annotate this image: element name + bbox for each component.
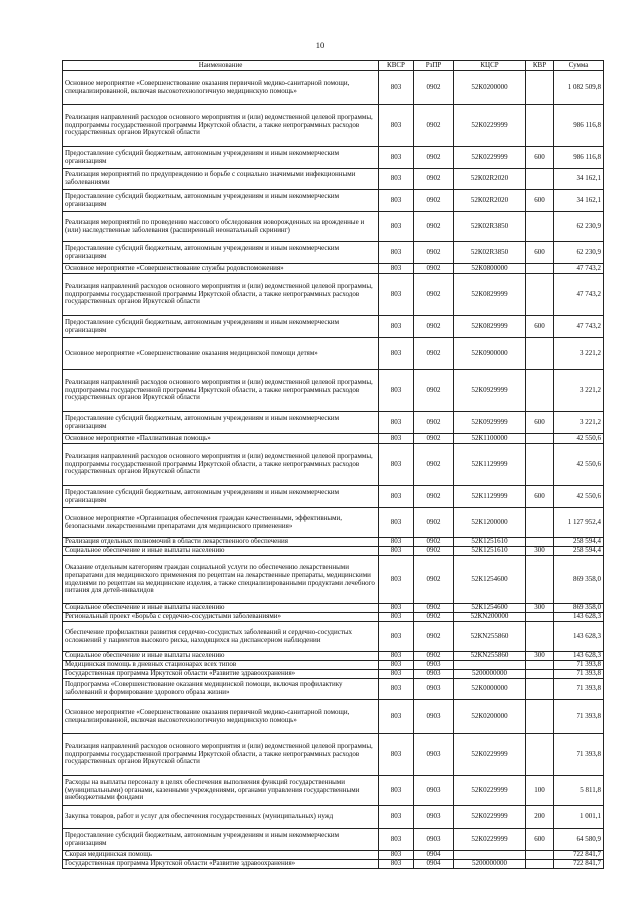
cell-rzpr: 0903 (414, 679, 454, 700)
cell-rzpr: 0902 (414, 547, 454, 556)
cell-kvsr: 803 (379, 806, 414, 829)
table-row (63, 338, 604, 370)
cell-rzpr: 0902 (414, 370, 454, 412)
cell-rzpr: 0902 (414, 105, 454, 147)
header-sum: Сумма (554, 61, 604, 71)
cell-name: Реализация направлений расходов основного мероприятия и (или) ведомственной целевой программы, подпрограммы государственной программы Иркутской области, а также непрограммных расходов государственных органов Иркутской области (63, 444, 379, 486)
table-row (63, 212, 604, 242)
cell-sum: 722 841,7 (554, 851, 604, 860)
table-row (63, 851, 604, 860)
cell-kvsr: 803 (379, 190, 414, 212)
cell-sum: 71 393,8 (554, 661, 604, 670)
cell-kcsr: 52К0829999 (454, 316, 526, 338)
cell-sum: 143 628,3 (554, 613, 604, 622)
cell-sum: 258 594,4 (554, 538, 604, 547)
cell-name: Социальное обеспечение и иные выплаты населению (63, 652, 379, 661)
cell-name: Закупка товаров, работ и услуг для обеспечения государственных (муниципальных) нужд (63, 806, 379, 829)
cell-kvsr: 803 (379, 613, 414, 622)
cell-rzpr: 0902 (414, 652, 454, 661)
cell-sum: 869 358,0 (554, 556, 604, 604)
table-row (63, 508, 604, 538)
cell-sum: 42 550,6 (554, 486, 604, 508)
cell-kvsr: 803 (379, 242, 414, 264)
cell-kcsr: 52КN200000 (454, 613, 526, 622)
cell-kvsr: 803 (379, 652, 414, 661)
cell-sum: 42 550,6 (554, 434, 604, 444)
cell-kcsr: 52К02R2020 (454, 190, 526, 212)
table-row (63, 190, 604, 212)
cell-kvr: 600 (526, 829, 554, 851)
cell-name: Основное мероприятие «Совершенствование оказания первичной медико-санитарной помощи, специализированной, включая высокотехнологичную медицинскую помощь» (63, 71, 379, 105)
cell-kvsr: 803 (379, 776, 414, 806)
cell-rzpr: 0902 (414, 242, 454, 264)
table-row (63, 274, 604, 316)
cell-rzpr: 0902 (414, 622, 454, 652)
cell-rzpr: 0902 (414, 508, 454, 538)
page-number: 10 (315, 40, 325, 50)
cell-kvr (526, 444, 554, 486)
cell-kcsr: 5200000000 (454, 860, 526, 869)
cell-name: Обеспечение профилактики развития сердечно-сосудистых заболеваний и сердечно-сосудистых осложнений у пациентов высокого риска, находящихся на диспансерном наблюдении (63, 622, 379, 652)
cell-name: Предоставление субсидий бюджетным, автономным учреждениям и иным некоммерческим организациям (63, 242, 379, 264)
cell-sum: 62 230,9 (554, 212, 604, 242)
cell-name: Реализация направлений расходов основного мероприятия и (или) ведомственной целевой программы, подпрограммы государственной программы Иркутской области, а также непрограммных расходов государственных органов Иркутской области (63, 105, 379, 147)
table-row (63, 444, 604, 486)
cell-kvsr: 803 (379, 700, 414, 734)
cell-sum: 869 358,0 (554, 604, 604, 613)
cell-kcsr: 52К1129999 (454, 444, 526, 486)
cell-rzpr: 0902 (414, 169, 454, 190)
cell-kcsr: 52К02R3850 (454, 242, 526, 264)
table-row (63, 622, 604, 652)
cell-sum: 62 230,9 (554, 242, 604, 264)
cell-kvr: 200 (526, 806, 554, 829)
cell-sum: 143 628,3 (554, 652, 604, 661)
cell-kvsr: 803 (379, 274, 414, 316)
cell-sum: 47 743,2 (554, 274, 604, 316)
cell-rzpr: 0902 (414, 147, 454, 169)
cell-kvr: 100 (526, 776, 554, 806)
cell-name: Реализация направлений расходов основного мероприятия и (или) ведомственной целевой программы, подпрограммы государственной программы Иркутской области, а также непрограммных расходов государственных органов Иркутской области (63, 370, 379, 412)
cell-kcsr: 52К0229999 (454, 776, 526, 806)
cell-kvr: 600 (526, 190, 554, 212)
cell-kcsr (454, 851, 526, 860)
cell-rzpr: 0902 (414, 412, 454, 434)
cell-name: Реализация мероприятий по предупреждению и борьбе с социально значимыми инфекционными заболеваниями (63, 169, 379, 190)
cell-name: Предоставление субсидий бюджетным, автономным учреждениям и иным некоммерческим организациям (63, 412, 379, 434)
table-row (63, 538, 604, 547)
table-row (63, 670, 604, 679)
table-header-row (63, 61, 604, 71)
cell-name: Государственная программа Иркутской области «Развитие здравоохранения» (63, 860, 379, 869)
cell-kvsr: 803 (379, 851, 414, 860)
cell-kvsr: 803 (379, 538, 414, 547)
table-row (63, 169, 604, 190)
cell-name: Основное мероприятие «Совершенствование оказания первичной медико-санитарной помощи, специализированной, включая высокотехнологичную медицинскую помощь» (63, 700, 379, 734)
cell-sum: 64 580,9 (554, 829, 604, 851)
cell-kvr: 600 (526, 316, 554, 338)
cell-kcsr: 52К0929999 (454, 412, 526, 434)
cell-kvr: 300 (526, 652, 554, 661)
cell-kvr: 300 (526, 604, 554, 613)
cell-kvr (526, 851, 554, 860)
cell-kvsr: 803 (379, 604, 414, 613)
cell-kvr (526, 169, 554, 190)
cell-sum: 143 628,3 (554, 622, 604, 652)
cell-name: Региональный проект «Борьба с сердечно-сосудистыми заболеваниями» (63, 613, 379, 622)
cell-sum: 71 393,8 (554, 679, 604, 700)
cell-rzpr: 0903 (414, 806, 454, 829)
cell-rzpr: 0902 (414, 190, 454, 212)
cell-name: Реализация мероприятий по проведению массового обследования новорожденных на врожденные и (или) наследственные заболевания (расширенный неонатальный скрининг) (63, 212, 379, 242)
cell-sum: 42 550,6 (554, 444, 604, 486)
cell-kcsr: 52К0200000 (454, 700, 526, 734)
table-row (63, 370, 604, 412)
cell-sum: 5 811,8 (554, 776, 604, 806)
header-kcsr: КЦСР (454, 61, 526, 71)
cell-sum: 986 116,8 (554, 147, 604, 169)
cell-kvr (526, 734, 554, 776)
cell-kvsr: 803 (379, 105, 414, 147)
table-row (63, 604, 604, 613)
cell-sum: 1 001,1 (554, 806, 604, 829)
cell-rzpr: 0904 (414, 851, 454, 860)
cell-kcsr: 52К1251610 (454, 547, 526, 556)
table-row (63, 264, 604, 274)
cell-kcsr: 52К0000000 (454, 679, 526, 700)
cell-kcsr: 52К02R2020 (454, 169, 526, 190)
cell-kvsr: 803 (379, 370, 414, 412)
cell-kcsr: 52К1200000 (454, 508, 526, 538)
cell-name: Государственная программа Иркутской области «Развитие здравоохранения» (63, 670, 379, 679)
cell-kvsr: 803 (379, 556, 414, 604)
budget-table (62, 60, 604, 869)
cell-kvsr: 803 (379, 661, 414, 670)
header-kvsr: КВСР (379, 61, 414, 71)
cell-rzpr: 0903 (414, 829, 454, 851)
table-row (63, 661, 604, 670)
table-row (63, 547, 604, 556)
cell-sum: 47 743,2 (554, 316, 604, 338)
cell-name: Реализация отдельных полномочий в области лекарственного обеспечения (63, 538, 379, 547)
table-row (63, 434, 604, 444)
cell-rzpr: 0902 (414, 613, 454, 622)
cell-sum: 1 127 952,4 (554, 508, 604, 538)
cell-rzpr: 0902 (414, 556, 454, 604)
cell-kvsr: 803 (379, 670, 414, 679)
cell-kcsr: 52К0229999 (454, 734, 526, 776)
cell-rzpr: 0903 (414, 776, 454, 806)
cell-kvsr: 803 (379, 338, 414, 370)
cell-rzpr: 0902 (414, 338, 454, 370)
cell-kvsr: 803 (379, 169, 414, 190)
cell-rzpr: 0902 (414, 604, 454, 613)
cell-kvr (526, 860, 554, 869)
cell-name: Скорая медицинская помощь (63, 851, 379, 860)
cell-kcsr: 5200000000 (454, 670, 526, 679)
cell-kcsr: 52К02R3850 (454, 212, 526, 242)
cell-kvr (526, 700, 554, 734)
cell-kcsr: 52К0829999 (454, 274, 526, 316)
cell-rzpr: 0903 (414, 700, 454, 734)
cell-rzpr: 0902 (414, 274, 454, 316)
cell-name: Основное мероприятие «Совершенствование оказания медицинской помощи детям» (63, 338, 379, 370)
cell-kvr (526, 661, 554, 670)
cell-name: Основное мероприятие «Паллиативная помощь» (63, 434, 379, 444)
table-row (63, 316, 604, 338)
cell-name: Социальное обеспечение и иные выплаты населению (63, 604, 379, 613)
cell-kvr (526, 538, 554, 547)
table-row (63, 147, 604, 169)
cell-kcsr: 52КN255860 (454, 652, 526, 661)
cell-kcsr: 52КN255860 (454, 622, 526, 652)
cell-kvsr: 803 (379, 444, 414, 486)
cell-kcsr: 52К0800000 (454, 264, 526, 274)
cell-sum: 3 221,2 (554, 370, 604, 412)
table-row (63, 242, 604, 264)
header-name: Наименование (63, 61, 379, 71)
cell-kvsr: 803 (379, 147, 414, 169)
cell-kvr (526, 679, 554, 700)
cell-kvsr: 803 (379, 71, 414, 105)
table-row (63, 556, 604, 604)
cell-rzpr: 0903 (414, 734, 454, 776)
cell-rzpr: 0902 (414, 486, 454, 508)
header-kvr: КВР (526, 61, 554, 71)
cell-kcsr: 52К1100000 (454, 434, 526, 444)
cell-kcsr: 52К0900000 (454, 338, 526, 370)
cell-sum: 71 393,8 (554, 734, 604, 776)
table-row (63, 652, 604, 661)
cell-sum: 258 594,4 (554, 547, 604, 556)
cell-kcsr: 52К1129999 (454, 486, 526, 508)
cell-sum: 722 841,7 (554, 860, 604, 869)
cell-rzpr: 0902 (414, 434, 454, 444)
cell-kvsr: 803 (379, 622, 414, 652)
cell-kcsr: 52К0229999 (454, 829, 526, 851)
table-row (63, 679, 604, 700)
cell-kvsr: 803 (379, 547, 414, 556)
cell-name: Оказание отдельным категориям граждан социальной услуги по обеспечению лекарственными препаратами для медицинского применения по рецептам на лекарственные препараты, медицинскими изделиями по рецептам на медицинские изделия, а также специализированными продуктами лечебного питания для детей-инвалидов (63, 556, 379, 604)
cell-sum: 47 743,2 (554, 264, 604, 274)
cell-kcsr: 52К1251610 (454, 538, 526, 547)
cell-sum: 986 116,8 (554, 105, 604, 147)
cell-rzpr: 0904 (414, 860, 454, 869)
cell-kcsr: 52К0200000 (454, 71, 526, 105)
cell-sum: 71 393,8 (554, 700, 604, 734)
cell-name: Основное мероприятие «Совершенствование службы родовспоможения» (63, 264, 379, 274)
cell-name: Предоставление субсидий бюджетным, автономным учреждениям и иным некоммерческим организациям (63, 147, 379, 169)
cell-rzpr: 0902 (414, 71, 454, 105)
table-row (63, 734, 604, 776)
cell-rzpr: 0903 (414, 670, 454, 679)
cell-name: Предоставление субсидий бюджетным, автономным учреждениям и иным некоммерческим организациям (63, 316, 379, 338)
cell-kvr (526, 434, 554, 444)
cell-kvsr: 803 (379, 679, 414, 700)
cell-kvr (526, 212, 554, 242)
cell-kvr (526, 274, 554, 316)
cell-kvr: 300 (526, 547, 554, 556)
cell-name: Основное мероприятие «Организация обеспечения граждан качественными, эффективными, безопасными лекарственными препаратами для медицинского применения» (63, 508, 379, 538)
cell-kvr: 600 (526, 486, 554, 508)
cell-rzpr: 0902 (414, 444, 454, 486)
cell-kvr: 600 (526, 242, 554, 264)
cell-name: Реализация направлений расходов основного мероприятия и (или) ведомственной целевой программы, подпрограммы государственной программы Иркутской области, а также непрограммных расходов государственных органов Иркутской области (63, 274, 379, 316)
table-row (63, 71, 604, 105)
cell-rzpr: 0902 (414, 538, 454, 547)
table-row (63, 829, 604, 851)
cell-kvr (526, 556, 554, 604)
cell-name: Предоставление субсидий бюджетным, автономным учреждениям и иным некоммерческим организациям (63, 829, 379, 851)
cell-kvr (526, 264, 554, 274)
cell-rzpr: 0903 (414, 661, 454, 670)
table-row (63, 860, 604, 869)
table-row (63, 776, 604, 806)
cell-sum: 3 221,2 (554, 412, 604, 434)
cell-kvsr: 803 (379, 412, 414, 434)
cell-name: Расходы на выплаты персоналу в целях обеспечения выполнения функций государственными (муниципальными) органами, казенными учреждениями, органами управления государственными внебюджетными фондами (63, 776, 379, 806)
cell-kvr (526, 622, 554, 652)
cell-sum: 71 393,8 (554, 670, 604, 679)
cell-sum: 1 082 509,8 (554, 71, 604, 105)
cell-rzpr: 0902 (414, 264, 454, 274)
cell-name: Предоставление субсидий бюджетным, автономным учреждениям и иным некоммерческим организациям (63, 486, 379, 508)
cell-kcsr (454, 661, 526, 670)
cell-kvr (526, 105, 554, 147)
cell-rzpr: 0902 (414, 316, 454, 338)
cell-kvr (526, 613, 554, 622)
cell-kvsr: 803 (379, 316, 414, 338)
cell-kcsr: 52К0929999 (454, 370, 526, 412)
cell-kvr (526, 670, 554, 679)
cell-kvsr: 803 (379, 212, 414, 242)
cell-kcsr: 52К1254600 (454, 556, 526, 604)
table-row (63, 412, 604, 434)
cell-kvsr: 803 (379, 860, 414, 869)
cell-kcsr: 52К0229999 (454, 105, 526, 147)
cell-kvsr: 803 (379, 734, 414, 776)
cell-kvsr: 803 (379, 829, 414, 851)
table-row (63, 105, 604, 147)
table-row (63, 700, 604, 734)
cell-sum: 3 221,2 (554, 338, 604, 370)
cell-kvsr: 803 (379, 434, 414, 444)
cell-sum: 34 162,1 (554, 169, 604, 190)
cell-kvsr: 803 (379, 486, 414, 508)
cell-kvr (526, 508, 554, 538)
table-row (63, 613, 604, 622)
table-row (63, 806, 604, 829)
cell-name: Реализация направлений расходов основного мероприятия и (или) ведомственной целевой программы, подпрограммы государственной программы Иркутской области, а также непрограммных расходов государственных органов Иркутской области (63, 734, 379, 776)
cell-kcsr: 52К0229999 (454, 806, 526, 829)
cell-sum: 34 162,1 (554, 190, 604, 212)
cell-kvr: 600 (526, 147, 554, 169)
cell-kvr (526, 338, 554, 370)
cell-kvsr: 803 (379, 508, 414, 538)
cell-rzpr: 0902 (414, 212, 454, 242)
cell-name: Медицинская помощь в дневных стационарах всех типов (63, 661, 379, 670)
cell-kcsr: 52К1254600 (454, 604, 526, 613)
cell-name: Предоставление субсидий бюджетным, автономным учреждениям и иным некоммерческим организациям (63, 190, 379, 212)
cell-name: Подпрограмма «Совершенствование оказания медицинской помощи, включая профилактику заболеваний и формирование здорового образа жизни» (63, 679, 379, 700)
table-row (63, 486, 604, 508)
header-rzpr: РзПР (414, 61, 454, 71)
cell-kvr: 600 (526, 412, 554, 434)
cell-kvsr: 803 (379, 264, 414, 274)
cell-kvr (526, 370, 554, 412)
cell-name: Социальное обеспечение и иные выплаты населению (63, 547, 379, 556)
cell-kvr (526, 71, 554, 105)
cell-kcsr: 52К0229999 (454, 147, 526, 169)
